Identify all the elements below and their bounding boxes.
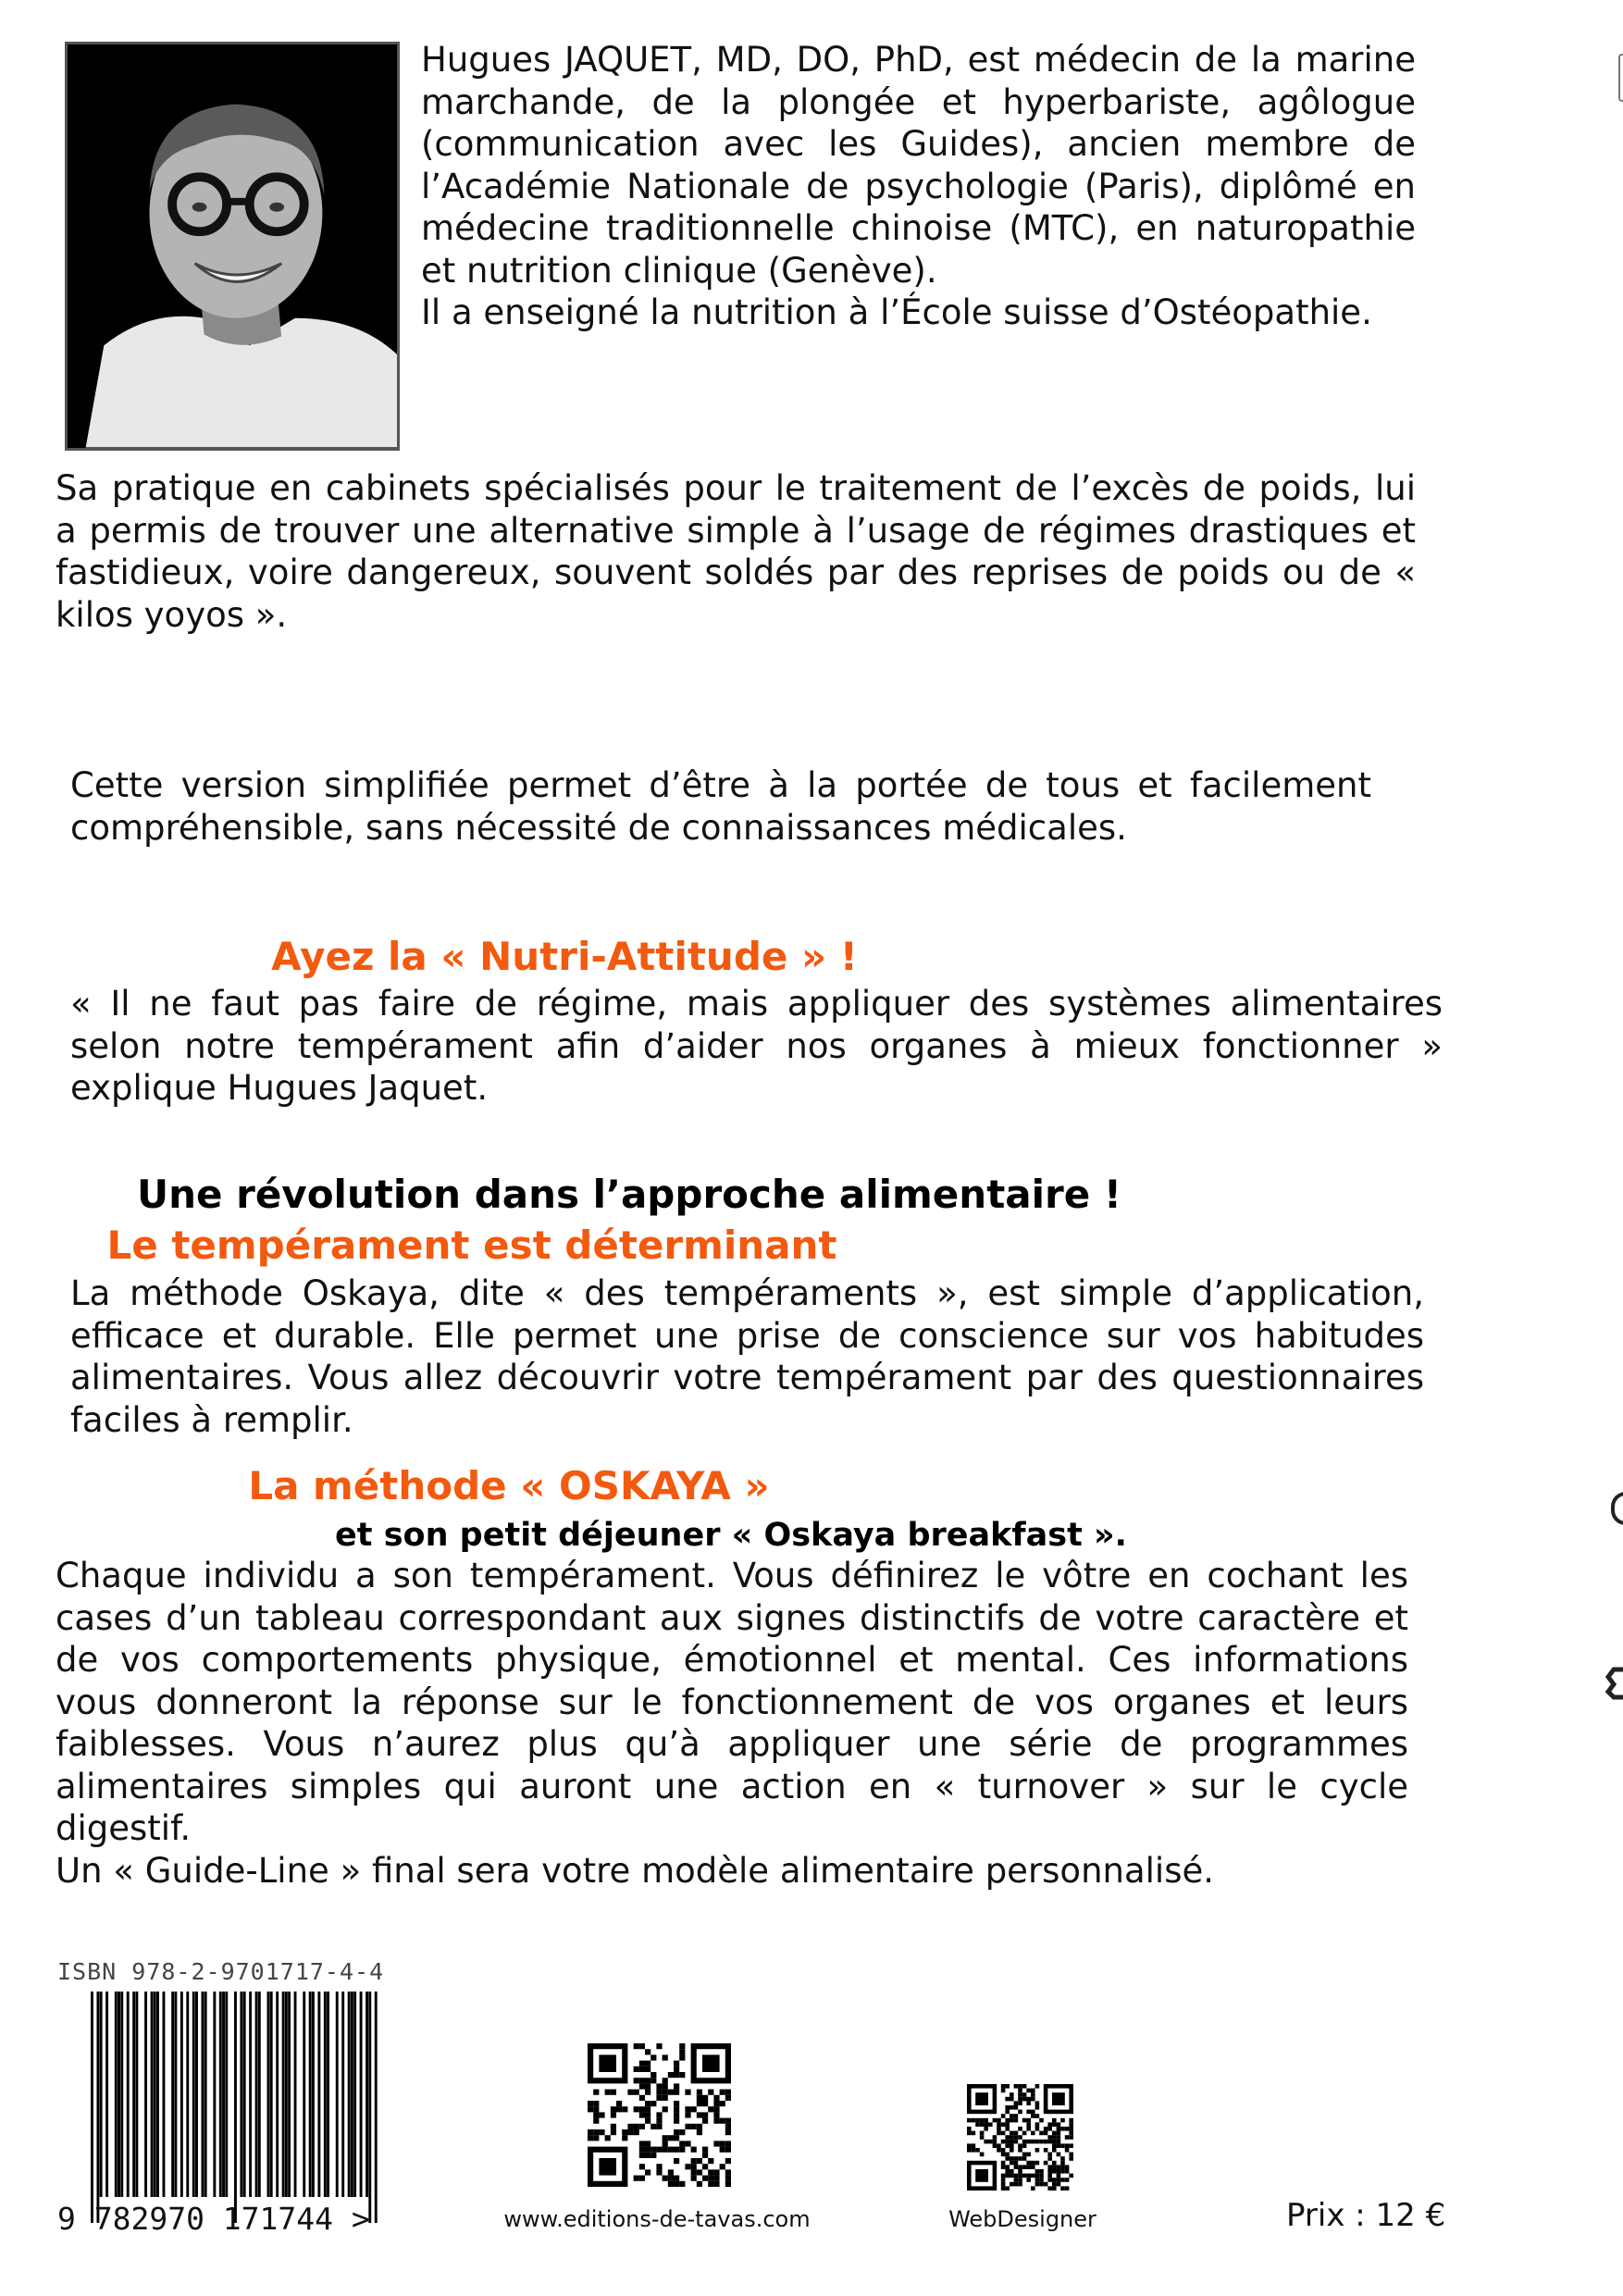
methode-paragraph: La méthode Oskaya, dite « des tempéraments », est simple d’application, efficace et durable. Elle permet une prise de conscience sur vos habitudes alimentaires. Vous allez découvrir votre tempérament par des questionnaires faciles à remplir. [70, 1273, 1424, 1440]
oskaya-heading: La méthode « OSKAYA » [248, 1463, 770, 1508]
temperament-heading: Le tempérament est déterminant [106, 1222, 837, 1268]
spine-edge-mark [1611, 1492, 1623, 1525]
simplified-paragraph: Cette version simplifiée permet d’être à la portée de tous et facilement compréhensible, sans nécessité de connaissances médicales. [70, 765, 1371, 848]
editions-url[interactable]: www.editions-de-tavas.com [503, 2206, 811, 2232]
spine-edge-mark [1604, 1666, 1623, 1701]
author-bio [421, 39, 1416, 334]
qr-code-icon[interactable] [967, 2084, 1073, 2191]
nutri-attitude-quote: « Il ne faut pas faire de régime, mais appliquer des systèmes alimentaires selon notre tempérament afin d’aider nos organes à mieux fonctionner » explique Hugues Jaquet. [70, 984, 1443, 1108]
oskaya-paragraph [56, 1555, 1408, 1892]
oskaya-text: Chaque individu a son tempérament. Vous définirez le vôtre en cochant les cases d’un tableau correspondant aux signes distinctifs de votre caractère et de vos comportements physique, émotionnel et mental. Ces informations vous donneront la réponse sur le fonctionnement de vos organes et leurs faiblesses. Vous n’aurez plus qu’à appliquer une série de programmes alimentaires simples qui auront une action en « turnover » sur le cycle digestif. [56, 1556, 1408, 1848]
practice-paragraph: Sa pratique en cabinets spécialisés pour le traitement de l’excès de poids, lui a permis de trouver une alternative simple à l’usage de régimes drastiques et fastidieux, voire dangereux, souvent soldés par des reprises de poids ou de « kilos yoyos ». [56, 468, 1416, 635]
revolution-heading: Une révolution dans l’approche alimentaire ! [137, 1172, 1121, 1217]
author-photo [65, 42, 400, 451]
oskaya-breakfast-heading: et son petit déjeuner « Oskaya breakfast ». [335, 1517, 1127, 1554]
barcode-icon [91, 1992, 378, 2223]
author-teaching-text: Il a enseigné la nutrition à l’École suisse d’Ostéopathie. [421, 292, 1372, 332]
webdesigner-label: WebDesigner [948, 2206, 1096, 2232]
author-bio-text: Hugues JAQUET, MD, DO, PhD, est médecin de la marine marchande, de la plongée et hyperbariste, agôlogue (communication avec les Guides), ancien membre de l’Académie Nationale de psychologie (Paris), diplômé en médecine traditionnelle chinoise (MTC), en naturopathie et nutrition clinique (Genève). [421, 40, 1416, 291]
price-label: Prix : 12 € [1286, 2197, 1446, 2234]
nutri-attitude-heading: Ayez la « Nutri-Attitude » ! [271, 934, 858, 979]
isbn-label: ISBN 978-2-9701717-4-4 [57, 1958, 385, 1985]
spine-edge-mark [1618, 54, 1623, 102]
qr-code-icon[interactable] [588, 2043, 731, 2187]
guideline-text: Un « Guide-Line » final sera votre modèle alimentaire personnalisé. [56, 1850, 1215, 1891]
barcode-digits: 9 782970 171744 > [57, 2201, 370, 2237]
